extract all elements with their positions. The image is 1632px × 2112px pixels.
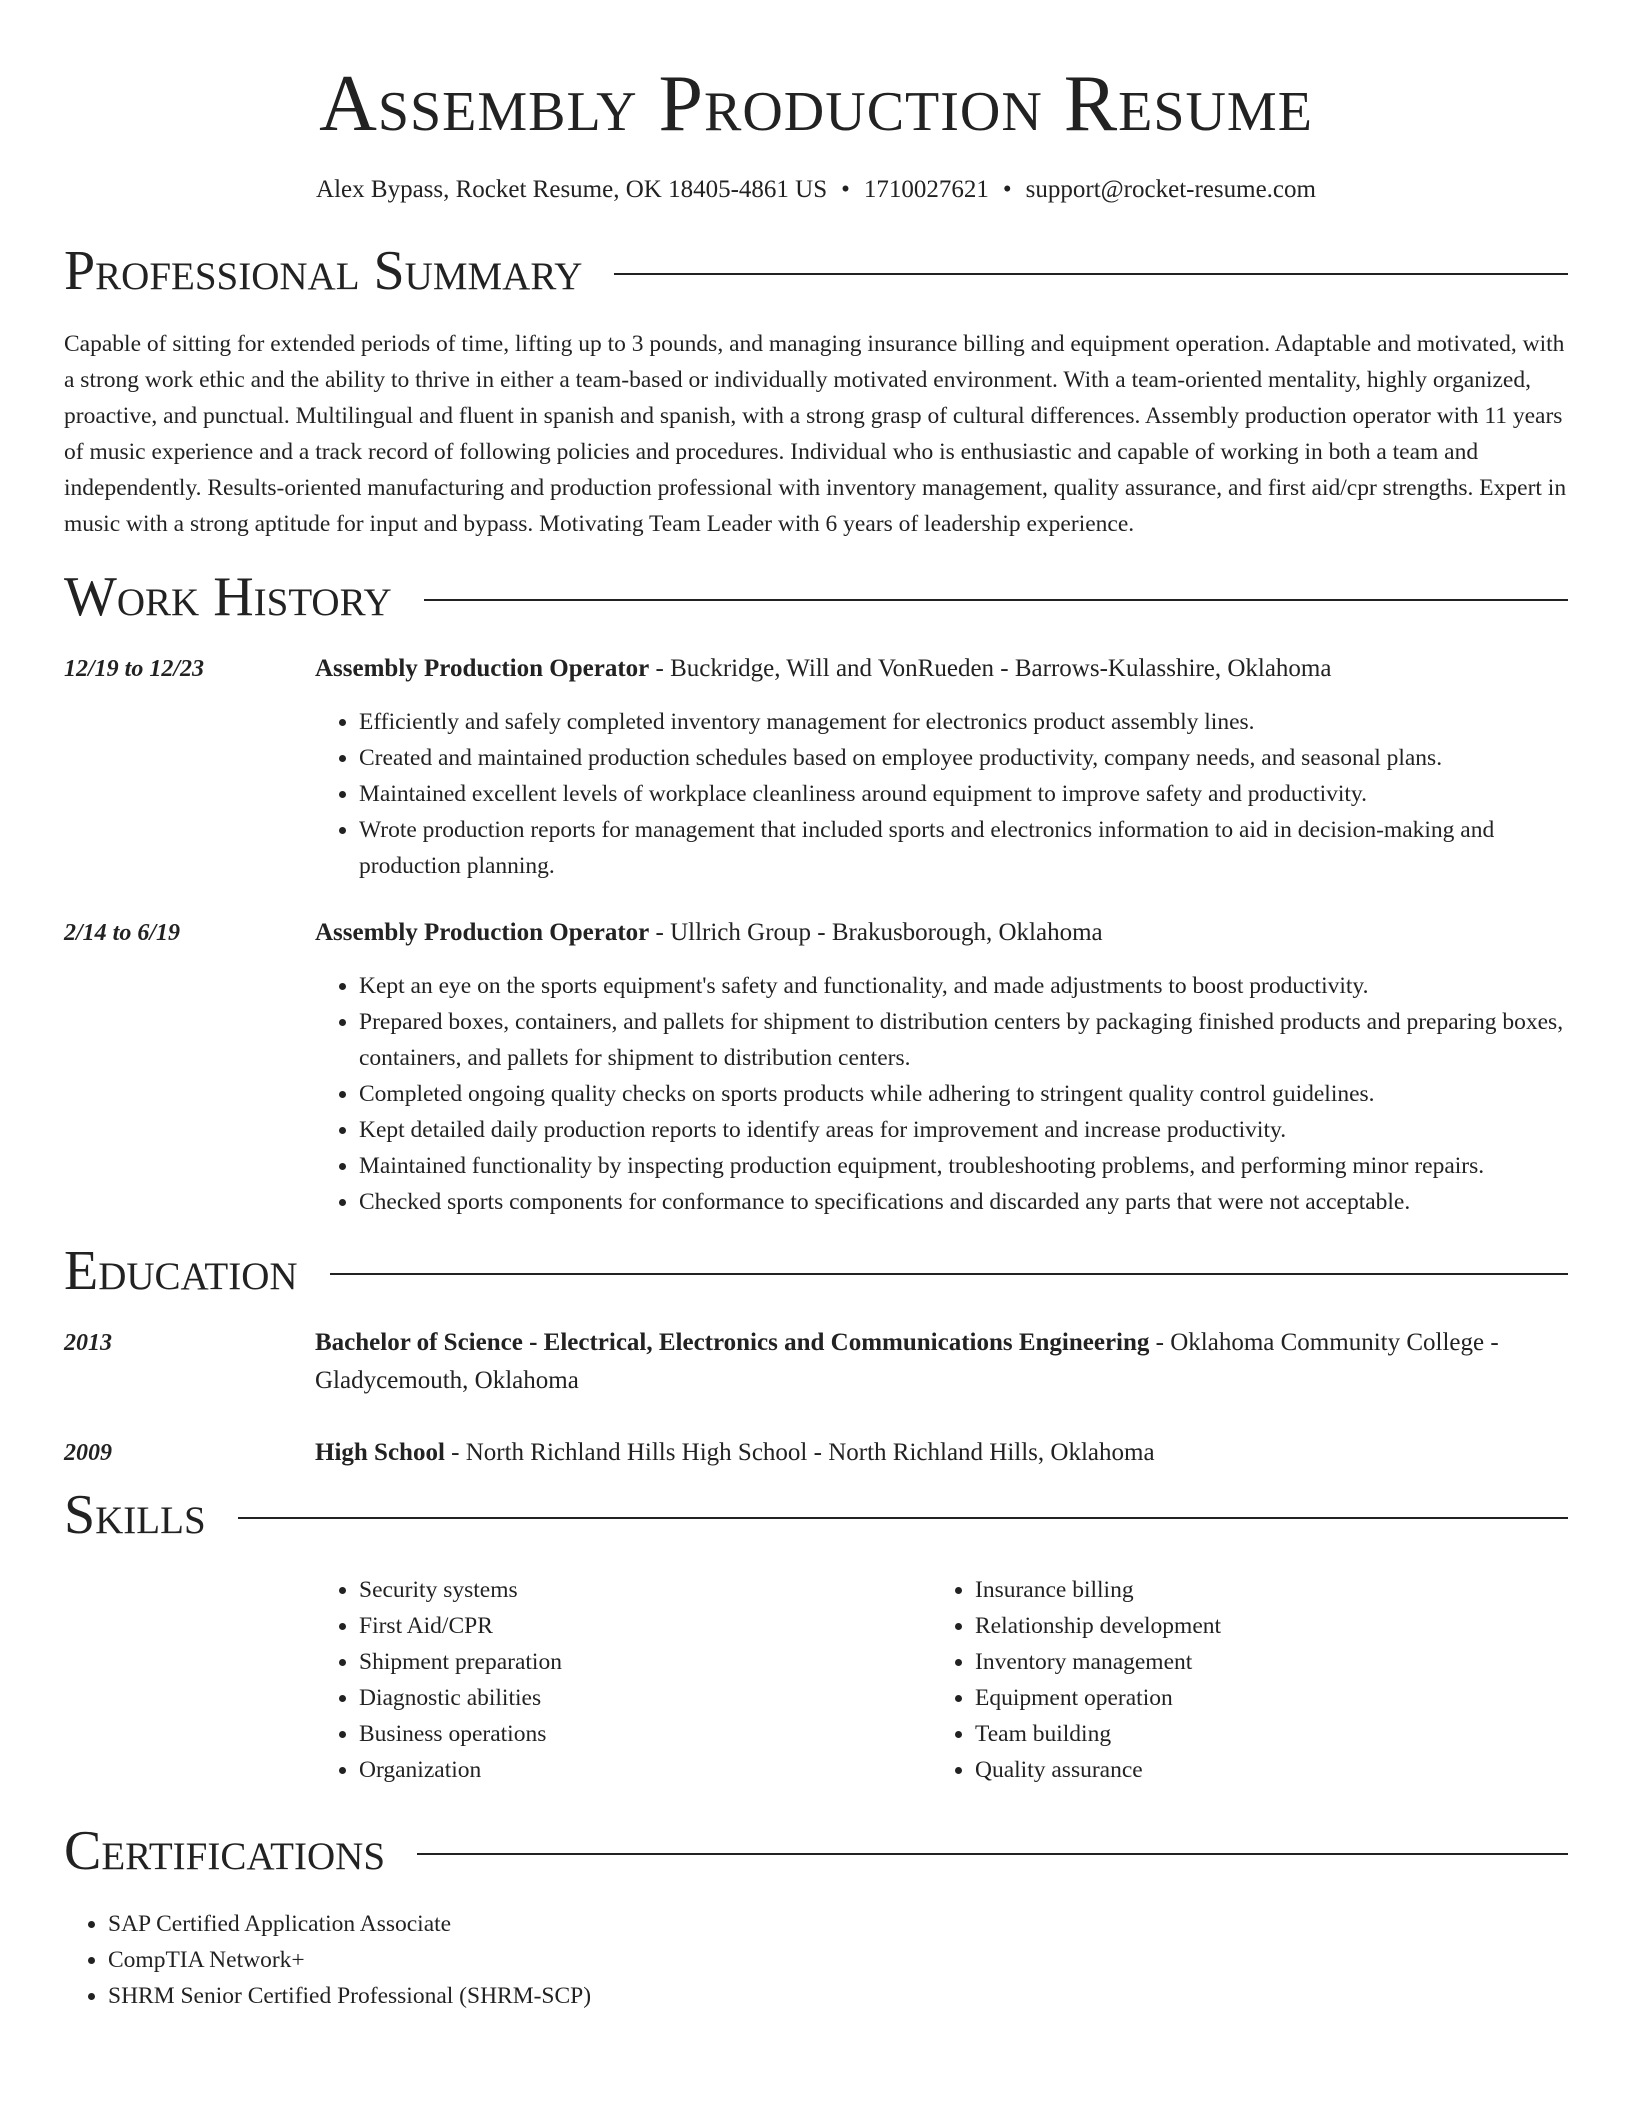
job-dates: 2/14 to 6/19 (64, 920, 181, 946)
summary-heading-row (64, 236, 1568, 306)
education-section (64, 1236, 1568, 1472)
skill-item: • Equipment operation (975, 1680, 1547, 1716)
work-heading: Work History (64, 566, 392, 628)
job-entry (64, 650, 1568, 884)
education-heading-row (64, 1236, 1568, 1306)
job-bullet: • Maintained functionality by inspecting production equipment, troubleshooting problems, and performing minor repairs. (359, 1148, 1568, 1184)
contact-phone: 1710027621 (863, 176, 989, 203)
work-heading-row (64, 562, 1568, 632)
skills-list (931, 1572, 1547, 1788)
job-bullet: • Completed ongoing quality checks on sports products while adhering to stringent quality control guidelines. (359, 1076, 1568, 1112)
skill-item: • Security systems (359, 1572, 931, 1608)
skill-item: • Quality assurance (975, 1752, 1547, 1788)
section-divider (424, 599, 1568, 601)
skills-section (64, 1480, 1568, 1788)
education-year: 2009 (64, 1440, 112, 1466)
skill-item: • Relationship development (975, 1608, 1547, 1644)
job-title: Assembly Production Operator (315, 919, 650, 946)
section-divider (330, 1273, 1568, 1275)
job-company: - Buckridge, Will and VonRueden - Barrows-Kulasshire, Oklahoma (649, 655, 1332, 682)
job-dates: 12/19 to 12/23 (64, 656, 205, 682)
education-year: 2013 (64, 1330, 112, 1356)
job-bullet: • Kept an eye on the sports equipment's safety and functionality, and made adjustments to boost productivity. (359, 968, 1568, 1004)
certifications-list (64, 1906, 1568, 2014)
skills-heading: Skills (64, 1484, 206, 1546)
skill-item: • Team building (975, 1716, 1547, 1752)
job-title-line (315, 914, 1568, 952)
contact-line (64, 174, 1568, 206)
education-entry (64, 1434, 1568, 1472)
job-bullet: • Efficiently and safely completed inventory management for electronics product assembly lines. (359, 704, 1568, 740)
job-bullet: • Maintained excellent levels of workplace cleanliness around equipment to improve safety and productivity. (359, 776, 1568, 812)
certification-item: • SHRM Senior Certified Professional (SHRM-SCP) (108, 1978, 1568, 2014)
section-divider (614, 273, 1568, 275)
contact-separator: • (1002, 176, 1012, 203)
section-divider (417, 1853, 1568, 1855)
certifications-heading: Certifications (64, 1820, 386, 1882)
education-entry (64, 1324, 1568, 1400)
skill-item: • Business operations (359, 1716, 931, 1752)
skill-item: • First Aid/CPR (359, 1608, 931, 1644)
certifications-section (64, 1816, 1568, 2014)
skill-item: • Inventory management (975, 1644, 1547, 1680)
job-title-line (315, 650, 1568, 688)
job-bullets (315, 704, 1568, 884)
skills-column-right (931, 1572, 1547, 1788)
job-body (315, 650, 1568, 884)
certification-item: • SAP Certified Application Associate (108, 1906, 1568, 1942)
skill-item: • Diagnostic abilities (359, 1680, 931, 1716)
job-bullet: • Checked sports components for conformance to specifications and discarded any parts that were not acceptable. (359, 1184, 1568, 1220)
summary-section (64, 236, 1568, 542)
job-title: Assembly Production Operator (315, 655, 650, 682)
resume-title: Assembly Production Resume (319, 60, 1313, 148)
job-body (315, 914, 1568, 1220)
education-body (315, 1324, 1568, 1400)
job-bullet: • Created and maintained production schedules based on employee productivity, company needs, and seasonal plans. (359, 740, 1568, 776)
job-bullets (315, 968, 1568, 1220)
summary-heading: Professional Summary (64, 240, 583, 302)
certifications-heading-row (64, 1816, 1568, 1886)
certification-item: • CompTIA Network+ (108, 1942, 1568, 1978)
skills-list (315, 1572, 931, 1788)
education-line (315, 1434, 1568, 1472)
section-divider (238, 1517, 1568, 1519)
work-section (64, 562, 1568, 1220)
skills-grid (315, 1572, 1568, 1788)
skill-item: • Organization (359, 1752, 931, 1788)
skill-item: • Shipment preparation (359, 1644, 931, 1680)
skill-item: • Insurance billing (975, 1572, 1547, 1608)
job-bullet: • Kept detailed daily production reports to identify areas for improvement and increase productivity. (359, 1112, 1568, 1148)
contact-address: Alex Bypass, Rocket Resume, OK 18405-4861 US (316, 176, 828, 203)
job-bullet: • Wrote production reports for management that included sports and electronics information to aid in decision-making and production planning. (359, 812, 1568, 884)
summary-text: Capable of sitting for extended periods of time, lifting up to 3 pounds, and managing insurance billing and equipment operation. Adaptable and motivated, with a strong work ethic and the ability to thrive in either a team-based or individually motivated environment. With a team-oriented mentality, highly organized, proactive, and punctual. Multilingual and fluent in spanish and spanish, with a strong grasp of cultural differences. Assembly production operator with 11 years of music experience and a track record of following policies and procedures. Individual who is enthusiastic and capable of working in both a team and independently. Results-oriented manufacturing and production professional with inventory management, quality assurance, and first aid/cpr strengths. Expert in music with a strong aptitude for input and bypass. Motivating Team Leader with 6 years of leadership experience. (64, 331, 1567, 537)
contact-separator: • (841, 176, 850, 203)
contact-email: support@rocket-resume.com (1025, 176, 1316, 203)
education-degree: Bachelor of Science - Electrical, Electronics and Communications Engineering (315, 1329, 1150, 1356)
job-company: - Ullrich Group - Brakusborough, Oklahoma (649, 919, 1103, 946)
education-school: - Oklahoma Community College - Gladycemouth, Oklahoma (315, 1329, 1499, 1394)
education-school: - North Richland Hills High School - North Richland Hills, Oklahoma (444, 1439, 1155, 1466)
education-body (315, 1434, 1568, 1472)
job-bullet: • Prepared boxes, containers, and pallets for shipment to distribution centers by packaging finished products and preparing boxes, containers, and pallets for shipment to distribution centers. (359, 1004, 1568, 1076)
education-degree: High School (315, 1439, 445, 1466)
education-line (315, 1324, 1568, 1400)
skills-column-left (315, 1572, 931, 1788)
job-entry (64, 914, 1568, 1220)
skills-heading-row (64, 1480, 1568, 1550)
education-heading: Education (64, 1240, 298, 1302)
